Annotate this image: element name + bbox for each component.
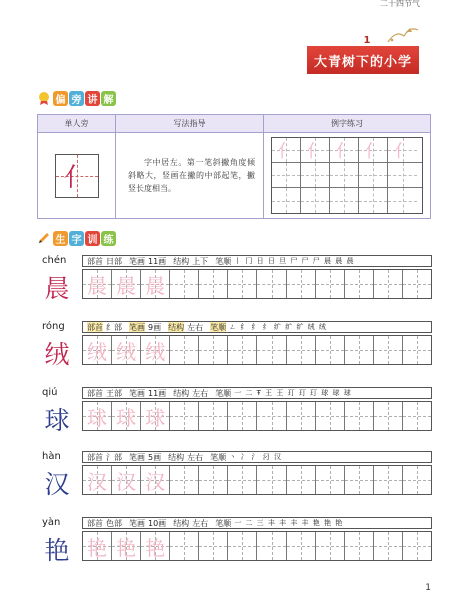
writing-cell[interactable] xyxy=(112,532,141,560)
trace-char: 艳 xyxy=(116,535,137,560)
label-stroke-order: 笔顺 xyxy=(210,322,227,332)
label-structure: 结构 xyxy=(173,388,190,398)
heading-char: 讲 xyxy=(85,91,100,106)
vocab-char: 晨 xyxy=(44,274,70,303)
writing-cell[interactable] xyxy=(141,270,170,298)
stroke-order-value: 丨 冂 日 日 旦 尸 尸 尸 晨 晨 晨 xyxy=(234,257,355,265)
stroke-count-value: 10画 xyxy=(148,518,167,528)
writing-cell[interactable] xyxy=(403,402,431,430)
writing-cell[interactable] xyxy=(199,466,228,494)
writing-cell[interactable] xyxy=(170,336,199,364)
writing-cell[interactable] xyxy=(345,402,374,430)
writing-cell[interactable] xyxy=(257,532,286,560)
writing-cell[interactable] xyxy=(374,466,403,494)
writing-cell[interactable] xyxy=(83,466,112,494)
writing-cell[interactable] xyxy=(199,336,228,364)
writing-cell[interactable] xyxy=(141,402,170,430)
label-structure: 结构 xyxy=(168,322,185,332)
trace-char: 晨 xyxy=(145,273,166,298)
structure-value: 左右 xyxy=(187,452,204,462)
writing-cell[interactable] xyxy=(112,466,141,494)
heading-char: 训 xyxy=(85,231,100,246)
label-structure: 结构 xyxy=(173,518,190,528)
writing-cell[interactable] xyxy=(316,532,345,560)
writing-cell[interactable] xyxy=(228,270,257,298)
radical-value: 日部 xyxy=(106,256,122,266)
trace-char: 汉 xyxy=(116,469,137,494)
trace-char: 球 xyxy=(116,405,137,430)
stroke-order-value: 一 二 Ŧ 王 王 玎 玎 玎 球 球 球 xyxy=(234,389,352,397)
writing-cell[interactable] xyxy=(228,466,257,494)
writing-cell[interactable] xyxy=(374,336,403,364)
radical-table xyxy=(37,114,431,219)
example-practice-grid xyxy=(271,137,423,214)
vocab-char: 艳 xyxy=(44,536,70,565)
radical-value: 色部 xyxy=(106,518,122,528)
heading-char: 练 xyxy=(101,231,116,246)
trace-char: 晨 xyxy=(116,273,137,298)
heading-char: 生 xyxy=(53,231,68,246)
structure-value: 上下 xyxy=(192,256,209,266)
label-radical: 部首 xyxy=(87,322,103,332)
writing-cell[interactable] xyxy=(257,336,286,364)
pinyin: róng xyxy=(42,321,65,332)
writing-cell[interactable] xyxy=(403,532,431,560)
writing-cell[interactable] xyxy=(345,532,374,560)
writing-cell[interactable] xyxy=(345,466,374,494)
writing-cell[interactable] xyxy=(316,270,345,298)
pencil-icon xyxy=(37,231,51,245)
writing-cell[interactable] xyxy=(141,336,170,364)
structure-value: 左右 xyxy=(192,518,209,528)
label-radical: 部首 xyxy=(87,452,103,462)
trace-char: 绒 xyxy=(116,339,137,364)
vocab-char: 汉 xyxy=(44,470,70,499)
label-stroke-order: 笔顺 xyxy=(215,256,232,266)
trace-char: 艳 xyxy=(145,535,166,560)
writing-cell[interactable] xyxy=(83,336,112,364)
trace-char: 亻 xyxy=(393,141,412,162)
vocab-char: 球 xyxy=(44,406,70,435)
ribbon-icon xyxy=(37,91,51,105)
writing-cell[interactable] xyxy=(83,532,112,560)
label-strokes: 笔画 xyxy=(129,322,145,332)
structure-value: 左右 xyxy=(192,388,209,398)
trace-char: 球 xyxy=(145,405,166,430)
trace-char: 亻 xyxy=(277,141,295,162)
label-stroke-order: 笔顺 xyxy=(210,452,227,462)
pinyin: chén xyxy=(42,255,67,266)
writing-cell[interactable] xyxy=(112,270,141,298)
label-structure: 结构 xyxy=(168,452,185,462)
writing-cell[interactable] xyxy=(374,402,403,430)
label-structure: 结构 xyxy=(173,256,190,266)
writing-cell[interactable] xyxy=(316,402,345,430)
label-radical: 部首 xyxy=(87,388,103,398)
writing-cell[interactable] xyxy=(170,402,199,430)
lesson-title-banner xyxy=(307,46,419,74)
writing-guide-text: 字中居左。第一笔斜撇角度倾斜略大，竖画在撇的中部起笔，撇竖长度相当。 xyxy=(128,158,255,193)
stroke-count-value: 9画 xyxy=(148,322,162,332)
trace-char: 晨 xyxy=(87,273,108,298)
stroke-count-value: 11画 xyxy=(148,388,167,398)
heading-char: 旁 xyxy=(69,91,84,106)
label-strokes: 笔画 xyxy=(129,452,145,462)
char-info-bar xyxy=(82,387,432,399)
writing-cell[interactable] xyxy=(345,270,374,298)
writing-cell[interactable] xyxy=(374,532,403,560)
writing-cell[interactable] xyxy=(257,270,286,298)
stroke-count-value: 11画 xyxy=(148,256,167,266)
radical-sample-char: 亻 xyxy=(63,163,90,193)
writing-grid xyxy=(82,465,432,495)
writing-cell[interactable] xyxy=(345,336,374,364)
writing-cell[interactable] xyxy=(257,402,286,430)
writing-cell[interactable] xyxy=(83,270,112,298)
radical-cell xyxy=(38,133,116,219)
writing-cell[interactable] xyxy=(287,402,316,430)
heading-char: 解 xyxy=(101,91,116,106)
writing-cell[interactable] xyxy=(199,532,228,560)
writing-cell[interactable] xyxy=(199,270,228,298)
heading-char: 字 xyxy=(69,231,84,246)
char-info-bar xyxy=(82,321,432,333)
col-header-guide: 写法指导 xyxy=(116,115,264,133)
stroke-order-value: ㄥ 纟 纟 纟 纩 纩 纩 绒 绒 xyxy=(229,323,327,331)
writing-cell[interactable] xyxy=(287,336,316,364)
char-info-bar xyxy=(82,451,432,463)
guide-cell xyxy=(116,133,264,219)
radical-value: 纟部 xyxy=(106,322,122,332)
practice-cell xyxy=(264,133,431,219)
stroke-order-value: 一 二 三 丰 丰 丰 丰 艳 艳 艳 xyxy=(234,519,344,527)
radical-section-heading xyxy=(37,88,117,108)
label-stroke-order: 笔顺 xyxy=(215,518,232,528)
page-running-header: 二十四节气 xyxy=(380,0,420,8)
trace-char: 球 xyxy=(87,405,108,430)
structure-value: 左右 xyxy=(187,322,204,332)
pinyin: hàn xyxy=(42,451,61,462)
stroke-order-value: 丶 冫 氵 汈 汉 xyxy=(229,453,282,461)
writing-cell[interactable] xyxy=(316,466,345,494)
writing-cell[interactable] xyxy=(141,466,170,494)
vocab-section-heading xyxy=(37,228,117,248)
writing-cell[interactable] xyxy=(83,402,112,430)
pinyin: qiú xyxy=(42,387,58,398)
trace-char: 汉 xyxy=(145,469,166,494)
decorative-swallow-icon xyxy=(384,24,420,46)
char-info-bar xyxy=(82,255,432,267)
lesson-title: 大青树下的小学 xyxy=(313,54,412,70)
writing-grid xyxy=(82,335,432,365)
trace-char: 亻 xyxy=(306,141,324,162)
heading-char: 偏 xyxy=(53,91,68,106)
writing-cell[interactable] xyxy=(403,466,431,494)
writing-cell[interactable] xyxy=(228,402,257,430)
writing-cell[interactable] xyxy=(228,532,257,560)
stroke-count-value: 5画 xyxy=(148,452,162,462)
radical-value: 王部 xyxy=(106,388,122,398)
writing-cell[interactable] xyxy=(257,466,286,494)
vocab-char: 绒 xyxy=(44,340,70,369)
writing-cell[interactable] xyxy=(170,532,199,560)
writing-cell[interactable] xyxy=(403,336,431,364)
trace-char: 亻 xyxy=(335,141,353,162)
writing-cell[interactable] xyxy=(228,336,257,364)
trace-char: 艳 xyxy=(87,535,108,560)
writing-cell[interactable] xyxy=(141,532,170,560)
lesson-number: 1 xyxy=(363,35,371,46)
trace-char: 绒 xyxy=(87,339,108,364)
label-strokes: 笔画 xyxy=(129,388,145,398)
writing-grid xyxy=(82,531,432,561)
writing-cell[interactable] xyxy=(170,466,199,494)
writing-cell[interactable] xyxy=(374,270,403,298)
writing-cell[interactable] xyxy=(199,402,228,430)
label-stroke-order: 笔顺 xyxy=(215,388,232,398)
writing-cell[interactable] xyxy=(112,402,141,430)
trace-char: 汉 xyxy=(87,469,108,494)
writing-cell[interactable] xyxy=(287,466,316,494)
col-header-practice: 例字练习 xyxy=(264,115,431,133)
label-radical: 部首 xyxy=(87,518,103,528)
col-header-radical: 单人旁 xyxy=(38,115,116,133)
trace-char: 绒 xyxy=(145,339,166,364)
writing-grid xyxy=(82,269,432,299)
radical-value: 氵部 xyxy=(106,452,122,462)
writing-cell[interactable] xyxy=(287,270,316,298)
label-strokes: 笔画 xyxy=(129,518,145,528)
trace-char: 亻 xyxy=(364,141,382,162)
writing-cell[interactable] xyxy=(316,336,345,364)
writing-cell[interactable] xyxy=(287,532,316,560)
writing-cell[interactable] xyxy=(170,270,199,298)
char-info-bar xyxy=(82,517,432,529)
radical-sample-box xyxy=(55,154,99,198)
pinyin: yàn xyxy=(42,517,61,528)
writing-grid xyxy=(82,401,432,431)
label-radical: 部首 xyxy=(87,256,103,266)
writing-cell[interactable] xyxy=(403,270,431,298)
page-number: 1 xyxy=(425,583,431,593)
writing-cell[interactable] xyxy=(112,336,141,364)
label-strokes: 笔画 xyxy=(129,256,145,266)
